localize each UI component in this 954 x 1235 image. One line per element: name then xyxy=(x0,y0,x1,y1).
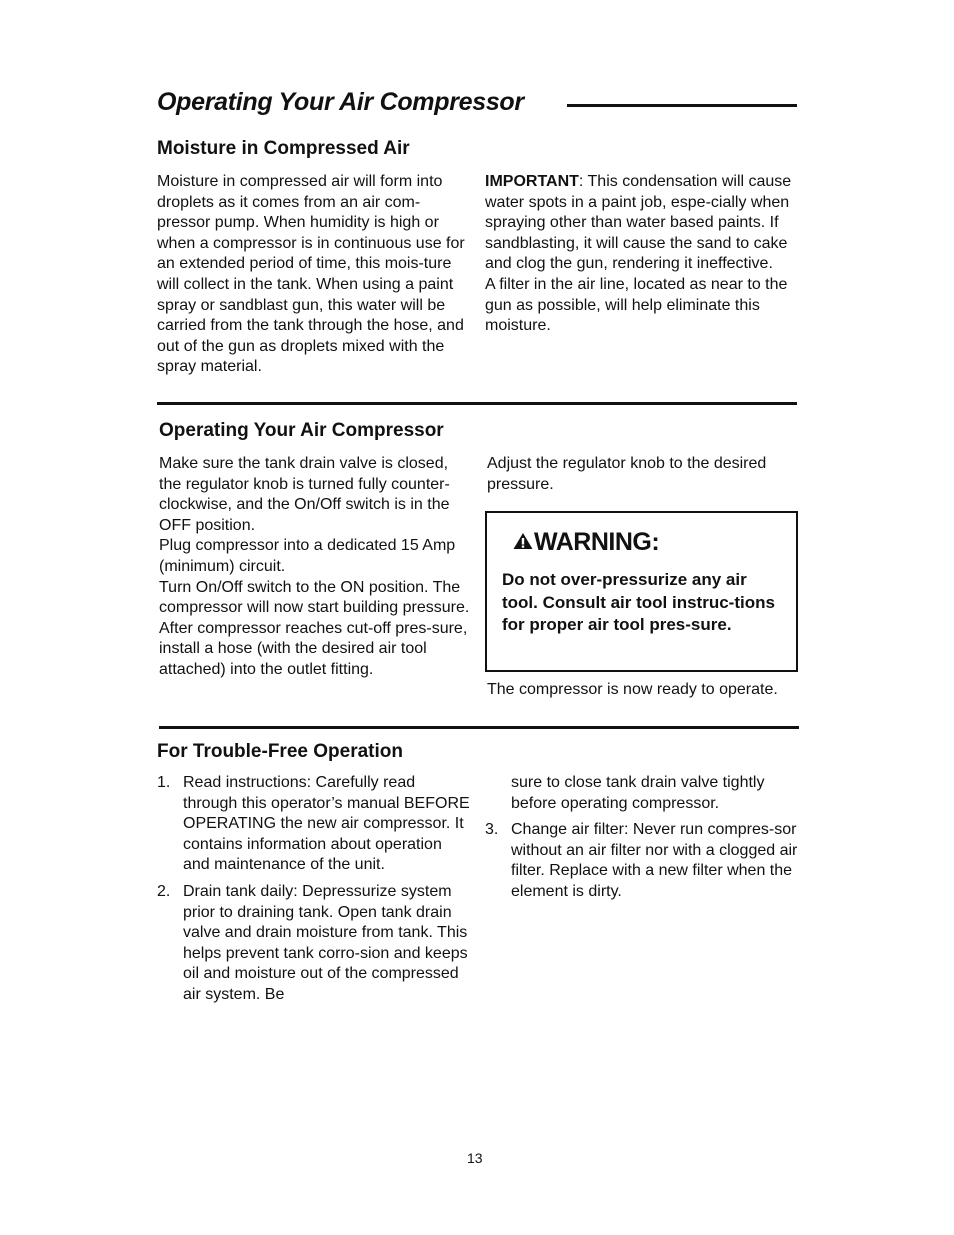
list-item-text: Read instructions: Carefully read through this operator’s manual BEFORE OPERATING the new air compressor. It contains information about operation and maintenance of the unit. xyxy=(183,774,470,874)
section-divider xyxy=(157,402,797,405)
list-number: 2. xyxy=(157,882,171,900)
operating-step-paragraph: After compressor reaches cut-off pres-sure, install a hose (with the desired air tool attached) into the outlet fitting. xyxy=(159,619,468,678)
filter-paragraph: A filter in the air line, located as near to the gun as possible, will help eliminate this moisture. xyxy=(485,275,788,335)
section-divider xyxy=(159,726,799,729)
trouble-free-list-left xyxy=(157,773,471,1012)
operating-heading: Operating Your Air Compressor xyxy=(159,420,444,441)
important-label: IMPORTANT xyxy=(485,173,579,190)
moisture-right-column xyxy=(485,172,799,337)
warning-label: WARNING: xyxy=(534,528,660,556)
list-number: 1. xyxy=(157,774,171,791)
list-item-text: Drain tank daily: Depressurize system prior to draining tank. Open tank drain valve and drain moisture from tank. This helps prevent tank corro-sion and keeps oil and moisture out of the compressed air system. Be xyxy=(183,882,468,1003)
moisture-heading: Moisture in Compressed Air xyxy=(157,138,410,159)
page-number: 13 xyxy=(467,1150,483,1166)
important-paragraph xyxy=(485,172,799,275)
warning-text: Do not over-pressurize any air tool. Consult air tool instruc-tions for proper air tool pres-sure. xyxy=(502,570,775,634)
list-item xyxy=(157,773,471,876)
operating-step-paragraph: Make sure the tank drain valve is closed, the regulator knob is turned fully counter-clockwise, and the On/Off switch is in the OFF position. xyxy=(159,455,450,534)
moisture-left-column xyxy=(157,172,469,378)
moisture-paragraph: Moisture in compressed air will form into droplets as it comes from an air com-pressor pump. When humidity is high or when a compressor is in continuous use for an extended period of time, this mois-ture will collect in the tank. When using a paint spray or sandblast gun, this water will be carried from the tank through the hose, and out of the gun as droplets mixed with the spray material. xyxy=(157,173,465,376)
operating-left-column xyxy=(159,454,471,681)
operating-step-paragraph: Turn On/Off switch to the ON position. The compressor will now start building pressure. xyxy=(159,578,470,617)
page-title: Operating Your Air Compressor xyxy=(157,88,524,116)
operating-step-paragraph: Plug compressor into a dedicated 15 Amp (minimum) circuit. xyxy=(159,537,456,575)
list-item-continuation xyxy=(485,773,799,814)
trouble-free-list-right xyxy=(485,773,799,909)
warning-box xyxy=(485,511,798,672)
ready-paragraph: The compressor is now ready to operate. xyxy=(487,681,778,698)
list-number: 3. xyxy=(485,821,499,839)
important-text: : This condensation will cause water spots in a paint job, espe-cially when spraying other than water based paints. If sandblasting, it will cause the sand to cake and clog the gun, rendering it ineffective. xyxy=(485,173,792,273)
warning-triangle-icon xyxy=(513,528,534,557)
list-item-text: sure to close tank drain valve tightly before operating compressor. xyxy=(511,774,765,812)
warning-header xyxy=(513,528,659,557)
list-item xyxy=(485,820,799,902)
trouble-free-heading: For Trouble-Free Operation xyxy=(157,741,403,762)
list-item xyxy=(157,882,471,1006)
title-rule xyxy=(567,104,797,107)
list-item-text: Change air filter: Never run compres-sor without an air filter nor with a clogged air filter. Replace with a new filter when the element is dirty. xyxy=(511,821,798,900)
regulator-paragraph: Adjust the regulator knob to the desired pressure. xyxy=(487,455,767,493)
